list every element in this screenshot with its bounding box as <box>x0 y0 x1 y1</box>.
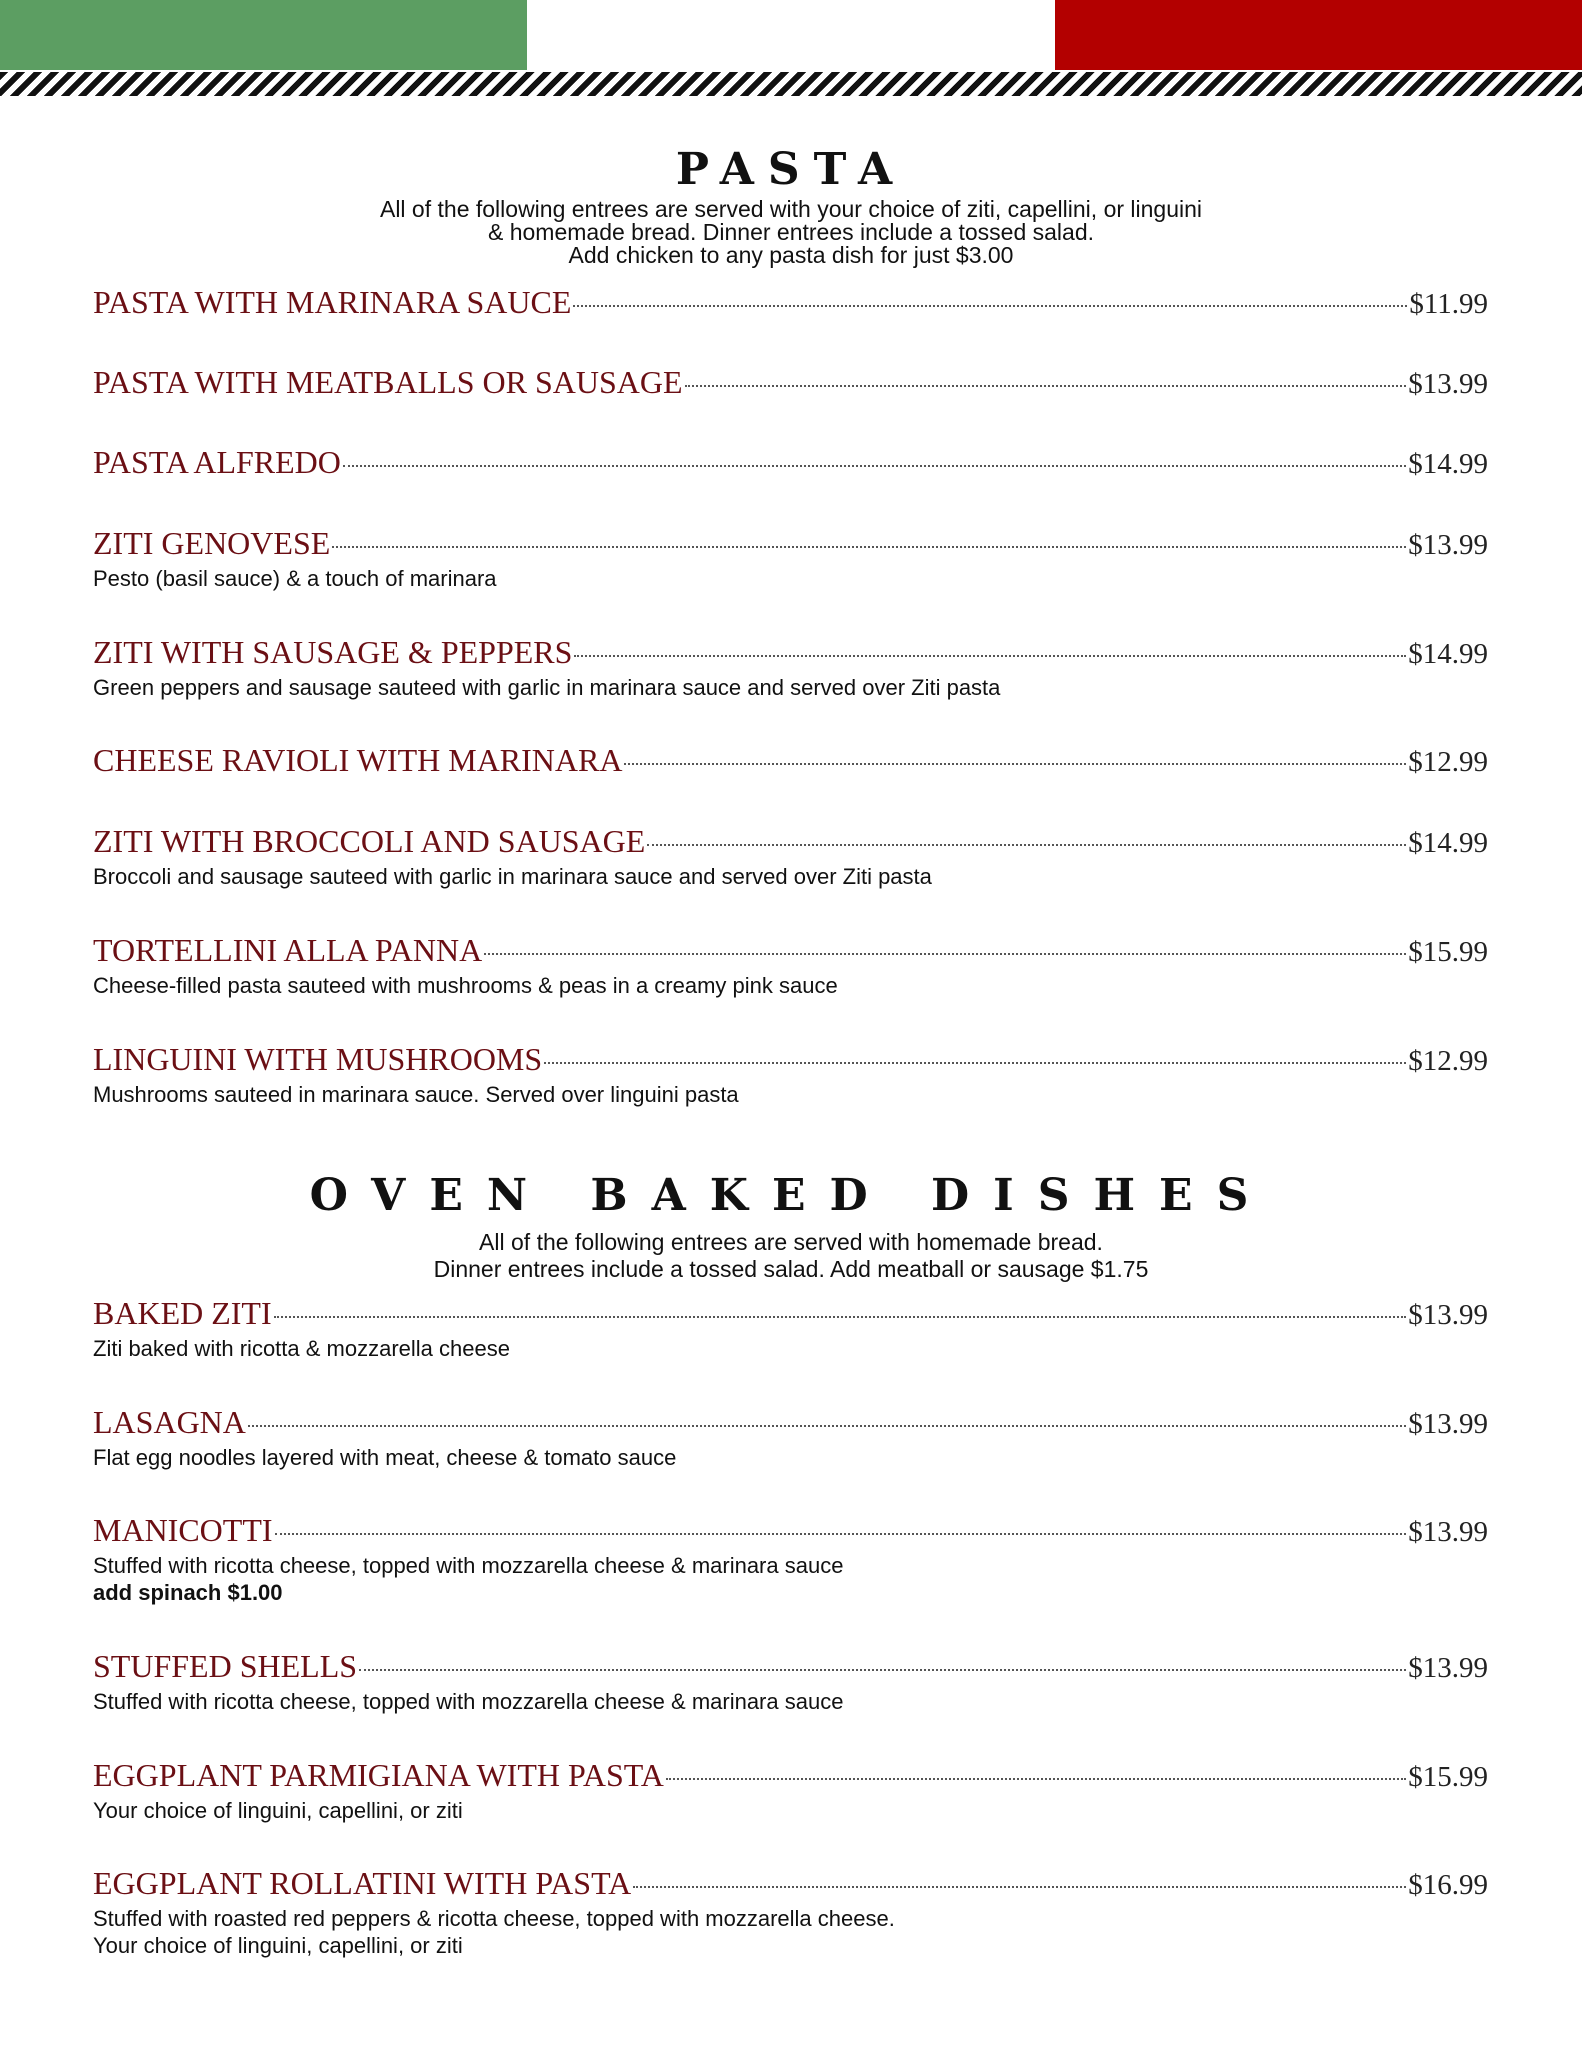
diagonal-stripe-border <box>0 72 1582 96</box>
item-description: Stuffed with ricotta cheese, topped with mozzarella cheese & marinara sauce <box>93 1553 844 1578</box>
item-price: $13.99 <box>1408 1299 1488 1331</box>
item-name: TORTELLINI ALLA PANNA <box>93 932 483 968</box>
flag-red-band <box>1055 0 1582 70</box>
item-description: Your choice of linguini, capellini, or ziti <box>93 1933 463 1958</box>
item-price: $13.99 <box>1408 368 1488 400</box>
item-description: Flat egg noodles layered with meat, cheese & tomato sauce <box>93 1445 677 1470</box>
item-price: $12.99 <box>1408 746 1488 778</box>
dot-leader <box>274 1316 1407 1318</box>
dot-leader <box>248 1425 1406 1427</box>
menu-item <box>93 1295 1488 1362</box>
item-price: $12.99 <box>1408 1045 1488 1077</box>
dot-leader <box>332 546 1406 548</box>
item-price: $13.99 <box>1408 1652 1488 1684</box>
item-name: ZITI WITH BROCCOLI AND SAUSAGE <box>93 823 646 859</box>
menu-item <box>93 742 1488 782</box>
menu-item <box>93 932 1488 999</box>
item-price: $13.99 <box>1408 529 1488 561</box>
pasta-intro <box>0 198 1582 267</box>
item-price: $14.99 <box>1408 448 1488 480</box>
dot-leader <box>544 1062 1406 1064</box>
item-description: Mushrooms sauteed in marinara sauce. Served over linguini pasta <box>93 1082 739 1107</box>
item-name: ZITI GENOVESE <box>93 525 331 561</box>
item-name: STUFFED SHELLS <box>93 1648 358 1684</box>
dot-leader <box>484 953 1406 955</box>
item-price: $15.99 <box>1408 936 1488 968</box>
item-description: Pesto (basil sauce) & a touch of marinara <box>93 566 497 591</box>
item-price: $14.99 <box>1408 638 1488 670</box>
pasta-section-title: PASTA <box>675 144 907 195</box>
dot-leader <box>633 1886 1406 1888</box>
item-name: LASAGNA <box>93 1404 246 1440</box>
item-price: $13.99 <box>1408 1408 1488 1440</box>
menu-item <box>93 1512 1488 1606</box>
item-price: $13.99 <box>1408 1516 1488 1548</box>
dot-leader <box>573 305 1407 307</box>
item-description: Cheese-filled pasta sauteed with mushrooms & peas in a creamy pink sauce <box>93 973 838 998</box>
item-price: $15.99 <box>1408 1761 1488 1793</box>
item-description: Stuffed with ricotta cheese, topped with mozzarella cheese & marinara sauce <box>93 1689 844 1714</box>
oven-intro-line: Dinner entrees include a tossed salad. Add meatball or sausage $1.75 <box>433 1256 1149 1282</box>
item-name: PASTA WITH MEATBALLS OR SAUSAGE <box>93 364 683 400</box>
menu-item <box>93 525 1488 592</box>
menu-item <box>93 1757 1488 1824</box>
item-description: Green peppers and sausage sauteed with garlic in marinara sauce and served over Ziti pasta <box>93 675 1001 700</box>
item-description: Your choice of linguini, capellini, or ziti <box>93 1798 463 1823</box>
item-name: CHEESE RAVIOLI WITH MARINARA <box>93 742 623 778</box>
menu-item <box>93 1041 1488 1108</box>
dot-leader <box>624 763 1406 765</box>
dot-leader <box>343 465 1406 467</box>
flag-white-band <box>527 0 1054 70</box>
menu-item <box>93 1404 1488 1471</box>
italian-flag-banner <box>0 0 1582 70</box>
item-price: $14.99 <box>1408 827 1488 859</box>
oven-section-title: OVEN BAKED DISHES <box>309 1170 1273 1221</box>
item-price: $16.99 <box>1408 1869 1488 1901</box>
pasta-intro-line: Add chicken to any pasta dish for just $3.00 <box>568 242 1014 268</box>
pasta-intro-line: & homemade bread. Dinner entrees include a tossed salad. <box>487 219 1095 245</box>
flag-green-band <box>0 0 527 70</box>
item-name: PASTA WITH MARINARA SAUCE <box>93 284 572 320</box>
oven-intro <box>0 1229 1582 1283</box>
item-description: Ziti baked with ricotta & mozzarella cheese <box>93 1336 510 1361</box>
oven-intro-line: All of the following entrees are served with homemade bread. <box>479 1229 1103 1255</box>
item-name: EGGPLANT ROLLATINI WITH PASTA <box>93 1865 632 1901</box>
pasta-intro-line: All of the following entrees are served with your choice of ziti, capellini, or linguini <box>379 196 1203 222</box>
item-name: PASTA ALFREDO <box>93 444 341 480</box>
menu-item <box>93 364 1488 404</box>
item-name: ZITI WITH SAUSAGE & PEPPERS <box>93 634 573 670</box>
dot-leader <box>666 1778 1406 1780</box>
dot-leader <box>275 1533 1407 1535</box>
item-name: LINGUINI WITH MUSHROOMS <box>93 1041 543 1077</box>
item-name: EGGPLANT PARMIGIANA WITH PASTA <box>93 1757 664 1793</box>
menu-item <box>93 284 1488 324</box>
item-price: $11.99 <box>1409 288 1488 320</box>
menu-item <box>93 823 1488 890</box>
item-addon: add spinach $1.00 <box>93 1580 283 1605</box>
dot-leader <box>647 844 1406 846</box>
item-description: Broccoli and sausage sauteed with garlic in marinara sauce and served over Ziti pasta <box>93 864 932 889</box>
item-description: Stuffed with roasted red peppers & ricotta cheese, topped with mozzarella cheese. <box>93 1906 895 1931</box>
dot-leader <box>574 655 1406 657</box>
item-name: MANICOTTI <box>93 1512 273 1548</box>
dot-leader <box>685 385 1407 387</box>
menu-item <box>93 634 1488 701</box>
menu-item <box>93 1865 1488 1959</box>
menu-item <box>93 444 1488 484</box>
item-name: BAKED ZITI <box>93 1295 272 1331</box>
menu-item <box>93 1648 1488 1715</box>
dot-leader <box>359 1669 1406 1671</box>
